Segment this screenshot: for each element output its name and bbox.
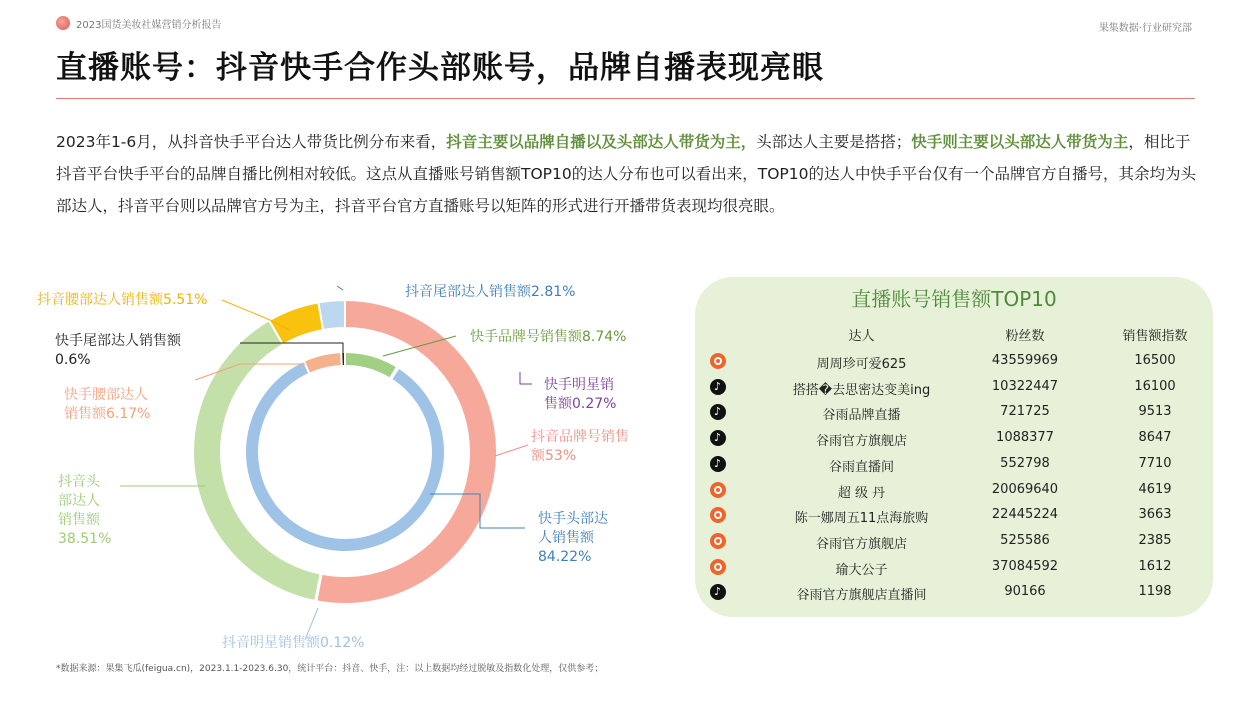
slice-label	[64, 386, 150, 422]
talent-name: 超 级 丹	[837, 485, 886, 501]
fans-count: 20069640	[991, 481, 1059, 497]
slice-label-line: 人销售额	[538, 530, 594, 546]
fans-count: 1088377	[996, 430, 1054, 446]
slice-label-line: 快手明星销	[544, 377, 614, 393]
sales-index: 1612	[1138, 558, 1172, 574]
slice-label-line: 快手腰部达人	[64, 387, 148, 403]
talent-name: 搭搭�去思密达变美ing	[792, 382, 931, 398]
slice-label-line: 抖音尾部达人销售额2.81%	[405, 284, 576, 300]
kuaishou-icon	[710, 353, 726, 369]
brand-logo-icon	[56, 16, 70, 30]
donut-slice	[245, 361, 445, 552]
sales-index: 2385	[1138, 532, 1172, 548]
slice-label-line: 销售额	[58, 512, 100, 528]
table-row	[695, 452, 1213, 478]
douyin-icon	[710, 404, 726, 420]
slice-label-line: 84.22%	[538, 549, 592, 565]
title-divider	[56, 98, 1195, 99]
desc-text-2: 头部达人主要是搭搭；	[756, 133, 912, 151]
table-row	[695, 375, 1213, 401]
col-header-index: 销售额指数	[1122, 329, 1188, 344]
talent-name: 谷雨官方旗舰店	[815, 536, 907, 552]
donut-slice	[345, 352, 397, 379]
table-row	[695, 478, 1213, 504]
kuaishou-icon	[710, 482, 726, 498]
slice-label	[531, 428, 629, 464]
slice-label-line: 快手尾部达人销售额	[55, 333, 181, 349]
table-row	[695, 503, 1213, 529]
fans-count: 525586	[1000, 532, 1050, 548]
donut-chart	[0, 262, 690, 662]
slice-label	[544, 376, 616, 412]
slice-label-line: 抖音腰部达人销售额5.51%	[37, 292, 208, 308]
fans-count: 22445224	[991, 507, 1059, 523]
slice-label	[58, 473, 111, 547]
talent-name: 陈一娜周五11点海旅购	[794, 511, 929, 527]
report-title: 2023国货美妆社媒营销分析报告	[76, 20, 222, 31]
table-row	[695, 400, 1213, 426]
leader-line	[520, 372, 532, 384]
slice-label	[37, 291, 207, 308]
description-paragraph	[56, 126, 1196, 222]
table-row	[695, 555, 1213, 581]
desc-text-3: ，相比于抖音平台快手平台的品牌自播比例相对较低。这点从直播账号销售额TOP10的达人分布也可以看出来，TOP10的达人中快手平台仅有一个品牌官方自播号，其余均为头部达人，抖音平台则以品牌官方号为主，抖音平台官方直播账号以矩阵的形式进行开播带货表现均很亮眼。	[56, 133, 1196, 215]
slice-label-line: 抖音品牌号销售	[531, 429, 629, 445]
leader-line	[495, 445, 528, 456]
donut-slice	[304, 352, 342, 374]
slice-label-line: 抖音明星销售额0.12%	[222, 635, 365, 651]
fans-count: 721725	[1000, 404, 1050, 420]
talent-name: 瑜大公子	[835, 562, 888, 578]
table-row	[695, 349, 1213, 375]
slice-label-line: 0.6%	[55, 352, 91, 368]
sales-index: 3663	[1138, 507, 1172, 523]
slice-label-line: 销售额6.17%	[64, 406, 151, 422]
slice-label-line: 售额0.27%	[544, 396, 617, 412]
top10-title: 直播账号销售额TOP10	[851, 287, 1057, 311]
table-row	[695, 426, 1213, 452]
page-title: 直播账号：抖音快手合作头部账号，品牌自播表现亮眼	[56, 50, 824, 86]
kuaishou-icon	[710, 507, 726, 523]
slice-label	[470, 328, 626, 345]
table-row	[695, 529, 1213, 555]
sales-index: 1198	[1138, 584, 1172, 600]
fans-count: 10322447	[991, 378, 1059, 394]
slice-label-line: 38.51%	[58, 531, 112, 547]
sales-index: 7710	[1138, 455, 1172, 471]
douyin-icon	[710, 379, 726, 395]
slice-label-line: 额53%	[531, 448, 577, 464]
slice-label-line: 抖音头	[58, 474, 100, 490]
desc-highlight-2: 快手则主要以头部达人带货为主	[911, 133, 1129, 151]
slice-label-line: 快手品牌号销售额8.74%	[470, 329, 627, 345]
leader-line	[337, 286, 343, 290]
footnote: *数据来源：果集飞瓜(feigua.cn)，2023.1.1-2023.6.30，统计平台：抖音、快手，注：以上数据均经过脱敏及指数化处理，仅供参考；	[56, 664, 604, 674]
desc-highlight-1: 抖音主要以品牌自播以及头部达人带货为主，	[446, 133, 757, 151]
slice-label	[55, 332, 182, 368]
sales-index: 16100	[1134, 378, 1176, 394]
slice-label-line: 部达人	[58, 493, 100, 509]
desc-text-1: 2023年1-6月，从抖音快手平台达人带货比例分布来看，	[56, 133, 447, 151]
douyin-icon	[710, 456, 726, 472]
talent-name: 周周珍可爱625	[816, 357, 907, 372]
talent-name: 谷雨品牌直播	[822, 408, 901, 424]
fans-count: 43559969	[991, 353, 1059, 368]
talent-name: 谷雨官方旗舰店直播间	[796, 588, 927, 604]
donut-slice	[318, 300, 345, 330]
kuaishou-icon	[710, 533, 726, 549]
slice-label	[538, 510, 608, 565]
top10-panel	[695, 277, 1213, 617]
sales-index: 8647	[1138, 430, 1172, 446]
slice-label	[405, 283, 575, 300]
talent-name: 谷雨直播间	[828, 459, 894, 475]
col-header-name: 达人	[848, 329, 875, 344]
douyin-icon	[710, 584, 726, 600]
slice-label	[222, 634, 364, 651]
kuaishou-icon	[710, 559, 726, 575]
sales-index: 16500	[1134, 353, 1176, 368]
slice-label-line: 快手头部达	[538, 511, 608, 527]
douyin-icon	[710, 430, 726, 446]
col-header-fans: 粉丝数	[1005, 329, 1045, 344]
sales-index: 4619	[1138, 481, 1172, 497]
fans-count: 90166	[1004, 584, 1046, 600]
talent-name: 谷雨官方旗舰店	[815, 434, 907, 450]
sales-index: 9513	[1138, 404, 1172, 420]
table-row	[695, 580, 1213, 606]
org-name: 果集数据·行业研究部	[1098, 23, 1192, 34]
fans-count: 37084592	[991, 558, 1059, 574]
fans-count: 552798	[1000, 455, 1050, 471]
